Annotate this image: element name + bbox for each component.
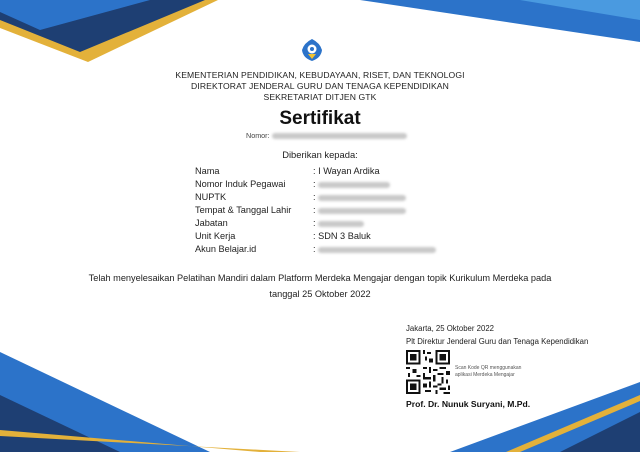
field-label: Tempat & Tanggal Lahir [195,205,292,215]
redacted-value [318,208,406,214]
field-label: Unit Kerja [195,231,236,241]
qr-code-icon [406,350,450,394]
field-value-wrap [313,205,406,215]
field-value: : [313,218,316,228]
redacted-value [318,182,390,188]
certificate-number [246,131,407,140]
field-value: : [313,244,316,254]
field-value: : [313,192,316,202]
field-value: : SDN 3 Baluk [313,231,371,241]
field-label: NUPTK [195,192,227,202]
field-value-wrap [313,179,390,189]
signer-name: Prof. Dr. Nunuk Suryani, M.Pd. [406,399,531,409]
certificate-number-redacted [272,133,407,139]
field-value-wrap [313,218,364,228]
redacted-value [318,221,364,227]
field-value: : [313,205,316,215]
field-label: Akun Belajar.id [195,244,257,254]
tut-wuri-handayani-logo-icon [299,37,325,63]
certificate-number-label: Nomor: [246,131,270,140]
field-label: Jabatan [195,218,228,228]
completion-line-2: tanggal 25 Oktober 2022 [269,289,371,299]
redacted-value [318,247,436,253]
signer-position: Plt Direktur Jenderal Guru dan Tenaga Kependidikan [406,337,589,346]
field-value-wrap [313,244,436,254]
field-label: Nomor Induk Pegawai [195,179,286,189]
field-label: Nama [195,166,220,176]
field-value: : I Wayan Ardika [313,166,380,176]
qr-scan-note: Scan Kode QR menggunakan aplikasi Merdeka Mengajar [455,365,522,378]
ministry-name: KEMENTERIAN PENDIDIKAN, KEBUDAYAAN, RISET, DAN TEKNOLOGI [175,70,465,80]
given-to-label: Diberikan kepada: [282,149,358,160]
field-value-wrap [313,192,406,202]
directorate-name: DIREKTORAT JENDERAL GURU DAN TENAGA KEPENDIDIKAN [191,81,449,91]
secretariat-name: SEKRETARIAT DITJEN GTK [263,92,377,102]
completion-statement [70,270,570,302]
place-date: Jakarta, 25 Oktober 2022 [406,324,494,333]
redacted-value [318,195,406,201]
field-value: : [313,179,316,189]
certificate-title: Sertifikat [279,108,361,129]
completion-line-1: Telah menyelesaikan Pelatihan Mandiri dalam Platform Merdeka Mengajar dengan topik Kurikulum Merdeka pada [88,273,552,283]
